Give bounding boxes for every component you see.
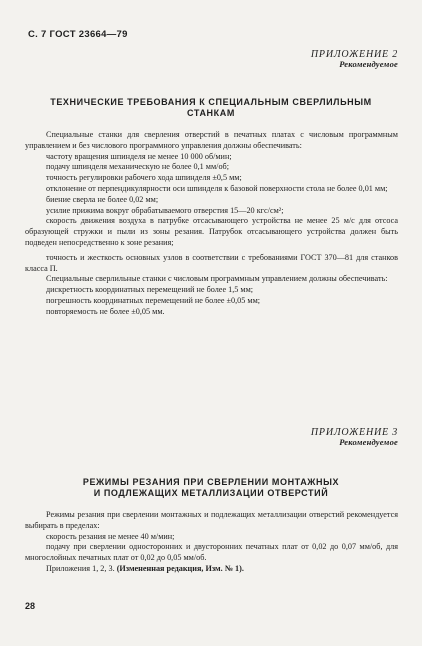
list-item: скорость движения воздуха в патрубке отсасывающего устройства не менее 25 м/с для отсоса образующей стружки и пыли из зоны резания. Патрубок отсасывающего устройства должен быть подведен непосредственно к зоне резания; bbox=[25, 216, 398, 247]
amendment-note-prefix: Приложения 1, 2, 3. bbox=[46, 563, 115, 573]
list-item: погрешность координатных перемещений не более ±0,05 мм; bbox=[46, 295, 261, 305]
list-item: подачу шпинделя механическую не более 0,1 мм/об; bbox=[46, 162, 229, 172]
section-2-title bbox=[24, 477, 398, 499]
appendix-3-title: ПРИЛОЖЕНИЕ 3 bbox=[310, 427, 398, 438]
appendix-2-title: ПРИЛОЖЕНИЕ 2 bbox=[310, 49, 398, 60]
list-item: биение сверла не более 0,02 мм; bbox=[46, 194, 159, 204]
list-item: повторяемость не более ±0,05 мм. bbox=[46, 306, 165, 316]
section-2-intro: Режимы резания при сверлении монтажных и подлежащих металлизации отверстий рекомендуется выбирать в пределах: bbox=[25, 510, 398, 530]
list-item: точность и жесткость основных узлов в соответствии с требованиями ГОСТ 370—81 для станков класса П. bbox=[25, 252, 398, 273]
section-2-title-line-2: И ПОДЛЕЖАЩИХ МЕТАЛЛИЗАЦИИ ОТВЕРСТИЙ bbox=[93, 488, 329, 498]
section-1-body bbox=[25, 130, 398, 318]
section-2-title-line-1: РЕЖИМЫ РЕЗАНИЯ ПРИ СВЕРЛЕНИИ МОНТАЖНЫХ bbox=[82, 477, 340, 487]
list-item: скорость резания не менее 40 м/мин; bbox=[46, 531, 175, 541]
appendix-2-subtitle: Рекомендуемое bbox=[339, 59, 398, 69]
amendment-note bbox=[25, 564, 398, 575]
section-2-body bbox=[25, 510, 398, 575]
document-code: С. 7 ГОСТ 23664—79 bbox=[28, 29, 128, 40]
section-1-cnc-intro: Специальные сверлильные станки с числовым программным управлением должны обеспечивать: bbox=[46, 274, 388, 284]
list-item: усилие прижима вокруг обрабатываемого отверстия 15—20 кгс/см²; bbox=[46, 205, 284, 215]
section-1-title-line-2: СТАНКАМ bbox=[187, 108, 235, 118]
appendix-3-heading bbox=[311, 427, 398, 447]
page-number: 28 bbox=[25, 601, 36, 611]
section-1-title bbox=[24, 97, 398, 119]
list-item: отклонение от перпендикулярности оси шпинделя к базовой поверхности стола не более 0,01 мм; bbox=[46, 183, 388, 193]
list-item: дискретность координатных перемещений не более 1,5 мм; bbox=[46, 285, 254, 295]
amendment-note-bold: (Измененная редакция, Изм. № 1). bbox=[116, 563, 244, 573]
list-item: точность регулировки рабочего хода шпинделя ±0,5 мм; bbox=[46, 173, 242, 183]
appendix-3-subtitle: Рекомендуемое bbox=[339, 437, 398, 447]
list-item: частоту вращения шпинделя не менее 10 000 об/мин; bbox=[46, 151, 232, 161]
section-1-intro: Специальные станки для сверления отверстий в печатных платах с числовым программным управлением и без числового программного управления должны обеспечивать: bbox=[25, 130, 398, 150]
list-item: подачу при сверлении односторонних и двусторонних печатных плат от 0,02 до 0,07 мм/об, для многослойных печатных плат от 0,02 до 0,05 мм/об. bbox=[25, 542, 398, 563]
appendix-2-heading bbox=[311, 49, 398, 69]
section-1-title-line-1: ТЕХНИЧЕСКИЕ ТРЕБОВАНИЯ К СПЕЦИАЛЬНЫМ СВЕРЛИЛЬНЫМ bbox=[50, 97, 372, 107]
